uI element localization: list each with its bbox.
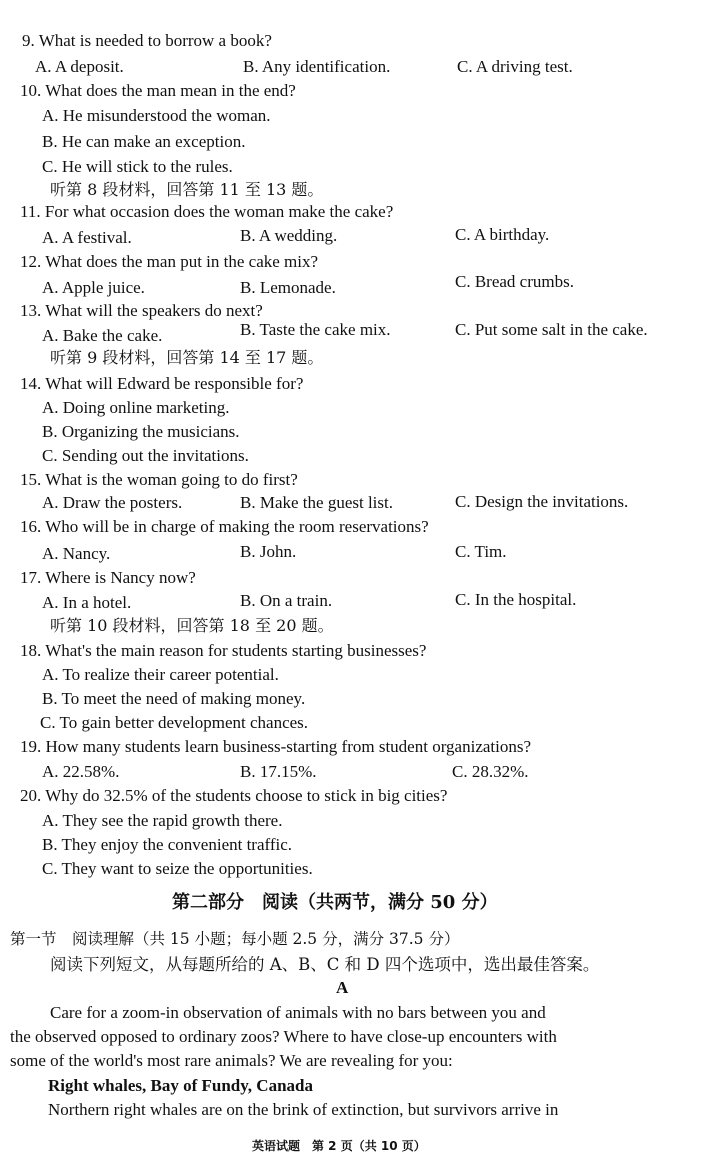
question-17-option-b: B. On a train. xyxy=(240,591,333,610)
reading-instruction: 阅读下列短文，从每题所给的 A、B、C 和 D 四个选项中，选出最佳答案。 xyxy=(50,955,600,974)
question-9-option-a: A. A deposit. xyxy=(35,57,124,76)
question-10-option-b: B. He can make an exception. xyxy=(42,132,246,151)
question-13-option-c: C. Put some salt in the cake. xyxy=(455,320,648,339)
question-20-option-a: A. They see the rapid growth there. xyxy=(42,811,283,830)
question-17-stem: 17. Where is Nancy now? xyxy=(20,568,196,587)
question-20-option-c: C. They want to seize the opportunities. xyxy=(42,859,313,878)
question-13-option-a: A. Bake the cake. xyxy=(42,326,163,345)
question-14-option-c: C. Sending out the invitations. xyxy=(42,446,249,465)
question-19-option-c: C. 28.32%. xyxy=(452,762,529,781)
material-8-instruction: 听第 8 段材料，回答第 11 至 13 题。 xyxy=(50,180,324,199)
question-17-option-c: C. In the hospital. xyxy=(455,590,577,609)
question-16-stem: 16. Who will be in charge of making the room reservations? xyxy=(20,517,429,536)
question-13-option-b: B. Taste the cake mix. xyxy=(240,320,391,339)
question-19-stem: 19. How many students learn business-starting from student organizations? xyxy=(20,737,532,756)
question-18-stem: 18. What's the main reason for students starting businesses? xyxy=(20,641,427,660)
material-10-instruction: 听第 10 段材料，回答第 18 至 20 题。 xyxy=(50,616,334,635)
question-10-stem: 10. What does the man mean in the end? xyxy=(20,81,296,100)
question-15-stem: 15. What is the woman going to do first? xyxy=(20,470,298,489)
passage-line-4: Northern right whales are on the brink of extinction, but survivors arrive in xyxy=(48,1100,559,1119)
question-16-option-a: A. Nancy. xyxy=(42,544,111,563)
page-footer: 英语试题 第 2 页（共 10 页） xyxy=(252,1139,426,1153)
question-10-option-a: A. He misunderstood the woman. xyxy=(42,106,271,125)
question-15-option-b: B. Make the guest list. xyxy=(240,493,393,512)
question-10-option-c: C. He will stick to the rules. xyxy=(42,157,233,176)
passage-label: A xyxy=(336,978,349,997)
question-9-option-b: B. Any identification. xyxy=(243,57,391,76)
passage-heading: Right whales, Bay of Fundy, Canada xyxy=(48,1076,313,1095)
question-11-option-c: C. A birthday. xyxy=(455,225,550,244)
question-12-stem: 12. What does the man put in the cake mix? xyxy=(20,252,319,271)
question-11-stem: 11. For what occasion does the woman make the cake? xyxy=(20,202,394,221)
question-13-stem: 13. What will the speakers do next? xyxy=(20,301,263,320)
section-1-heading: 第一节 阅读理解（共 15 小题；每小题 2.5 分，满分 37.5 分） xyxy=(10,930,460,948)
question-14-option-a: A. Doing online marketing. xyxy=(42,398,230,417)
question-18-option-b: B. To meet the need of making money. xyxy=(42,689,306,708)
question-20-stem: 20. Why do 32.5% of the students choose to stick in big cities? xyxy=(20,786,448,805)
question-14-stem: 14. What will Edward be responsible for? xyxy=(20,374,304,393)
question-19-option-a: A. 22.58%. xyxy=(42,762,120,781)
question-18-option-a: A. To realize their career potential. xyxy=(42,665,279,684)
question-12-option-b: B. Lemonade. xyxy=(240,278,336,297)
question-11-option-b: B. A wedding. xyxy=(240,226,338,245)
passage-line-2: the observed opposed to ordinary zoos? Where to have close-up encounters with xyxy=(10,1027,557,1046)
question-15-option-a: A. Draw the posters. xyxy=(42,493,183,512)
question-9-stem: 9. What is needed to borrow a book? xyxy=(22,31,272,50)
question-11-option-a: A. A festival. xyxy=(42,228,132,247)
passage-line-3: some of the world's most rare animals? We are revealing for you: xyxy=(10,1051,453,1070)
question-16-option-c: C. Tim. xyxy=(455,542,507,561)
question-9-option-c: C. A driving test. xyxy=(457,57,573,76)
question-16-option-b: B. John. xyxy=(240,542,297,561)
part-2-title: 第二部分 阅读（共两节，满分 50 分） xyxy=(172,892,498,913)
question-15-option-c: C. Design the invitations. xyxy=(455,492,629,511)
question-14-option-b: B. Organizing the musicians. xyxy=(42,422,240,441)
question-19-option-b: B. 17.15%. xyxy=(240,762,317,781)
question-12-option-c: C. Bread crumbs. xyxy=(455,272,574,291)
question-18-option-c: C. To gain better development chances. xyxy=(40,713,309,732)
material-9-instruction: 听第 9 段材料，回答第 14 至 17 题。 xyxy=(50,348,324,367)
passage-line-1: Care for a zoom-in observation of animals with no bars between you and xyxy=(50,1003,546,1022)
question-12-option-a: A. Apple juice. xyxy=(42,278,145,297)
question-20-option-b: B. They enjoy the convenient traffic. xyxy=(42,835,293,854)
question-17-option-a: A. In a hotel. xyxy=(42,593,132,612)
